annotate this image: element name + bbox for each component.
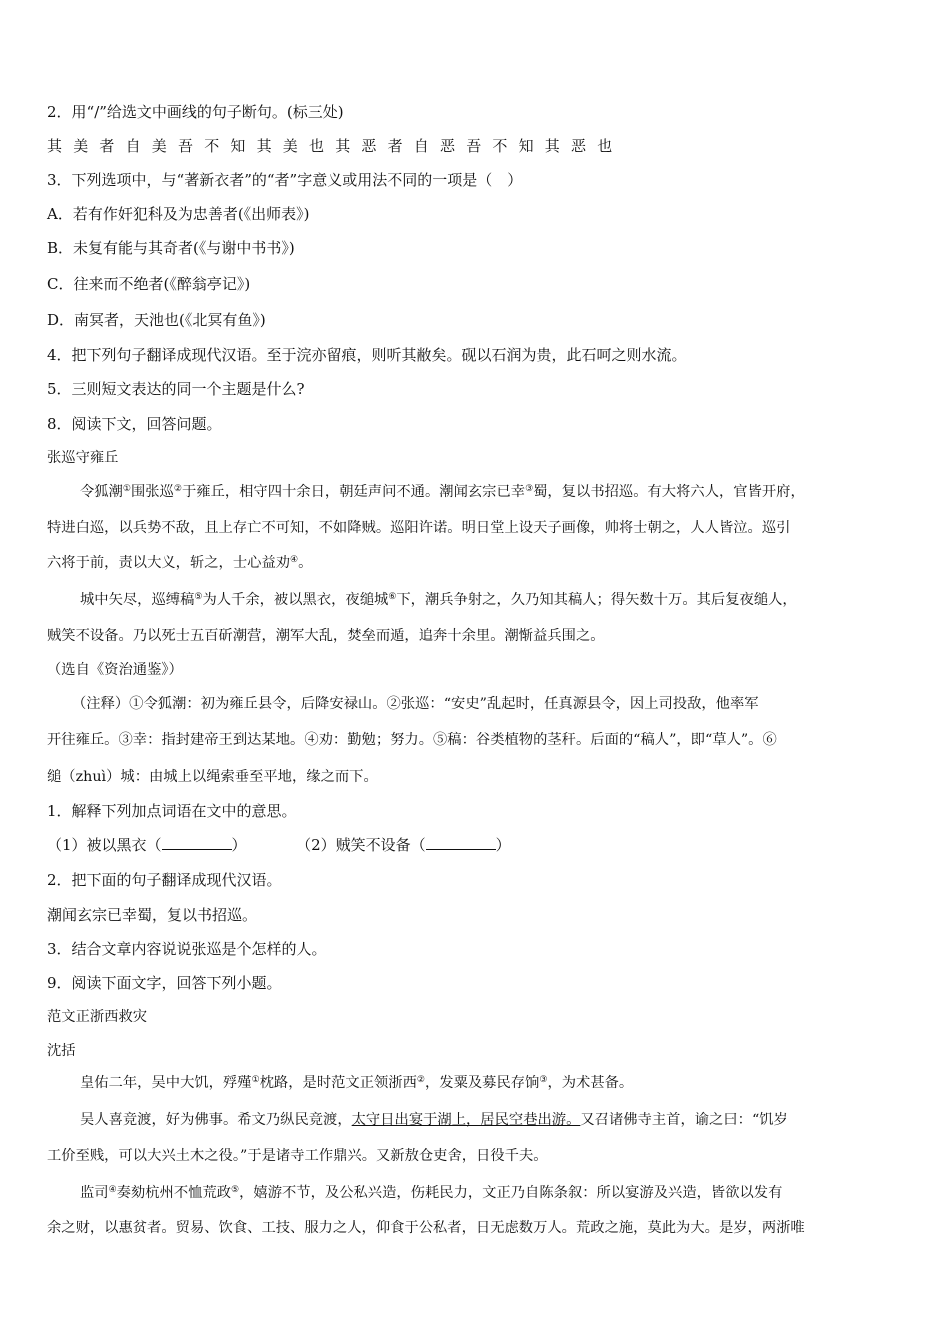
- question-9-title: 9．阅读下面文字，回答下列小题。: [47, 974, 282, 992]
- question-3-option-d: D．南冥者，天池也(《北冥有鱼》): [47, 311, 266, 329]
- article-1-paragraph-2-line-1: 城中矢尽，巡缚稿⑤为人千余，被以黑衣，夜缒城⑥下，潮兵争射之，久乃知其稿人；得矢数十万。其后复夜缒人，: [80, 592, 797, 608]
- question-3-option-c: C．往来而不绝者(《醉翁亭记》): [47, 275, 251, 293]
- question-8-2-title: 2．把下面的句子翻译成现代汉语。: [47, 871, 282, 889]
- article-2-paragraph-3-line-1: 监司④奏劾杭州不恤荒政⑤，嬉游不节，及公私兴造，伤耗民力，文正乃自陈条叙：所以宴游及兴造，皆欲以发有: [80, 1185, 783, 1201]
- notes-line-3: 缒（zhuì）城：由城上以绳索垂至平地，缘之而下。: [47, 769, 378, 785]
- article-2-paragraph-2-line-1: 吴人喜竞渡，好为佛事。希文乃纵民竞渡，太守日出宴于湖上，居民空巷出游。又召诸佛寺主首，谕之曰：“饥岁: [80, 1112, 788, 1128]
- article-2-paragraph-2-line-2: 工价至贱，可以大兴土木之役。”于是诸寺工作鼎兴。又新敖仓吏舍，日役千夫。: [47, 1148, 548, 1164]
- question-8-2-sentence: 潮闻玄宗已幸蜀，复以书招巡。: [47, 906, 258, 924]
- answer-blank-2[interactable]: [426, 835, 496, 850]
- article-1-paragraph-1-line-2: 特进白巡，以兵势不敌，且上存亡不可知，不如降贼。巡阳许诺。明日堂上设天子画像，帅将士朝之，人人皆泣。巡引: [47, 520, 791, 536]
- article-1-paragraph-1-line-1: 令狐潮①围张巡②于雍丘，相守四十余日，朝廷声问不通。潮闻玄宗已幸③蜀，复以书招巡。有大将六人，官皆开府，: [80, 484, 805, 500]
- article-2-paragraph-3-line-2: 余之财，以惠贫者。贸易、饮食、工技、服力之人，仰食于公私者，日无虑数万人。荒政之施，莫此为大。是岁，两浙唯: [47, 1220, 805, 1236]
- question-8-1-title: 1．解释下列加点词语在文中的意思。: [47, 802, 297, 820]
- question-8-1-items: （1）被以黑衣（ ） （2）贼笑不设备（ ）: [47, 836, 511, 854]
- article-1-paragraph-1-line-3: 六将于前，责以大义，斩之，士心益劝④。: [47, 555, 313, 571]
- underlined-sentence: 太守日出宴于湖上，居民空巷出游。: [351, 1112, 581, 1128]
- article-2-paragraph-1: 皇佑二年，吴中大饥，殍殣①枕路，是时范文正领浙西②，发粟及募民存饷③，为术甚备。: [80, 1075, 634, 1091]
- question-3-option-a: A．若有作奸犯科及为忠善者(《出师表》): [47, 205, 310, 223]
- article-1-title: 张巡守雍丘: [47, 450, 119, 466]
- question-3-option-b: B．未复有能与其奇者(《与谢中书书》): [47, 239, 295, 257]
- notes-line-1: （注释）①令狐潮：初为雍丘县令，后降安禄山。②张巡：“安史”乱起时，任真源县令，因上司投敌，他率军: [72, 696, 759, 712]
- question-4: 4．把下列句子翻译成现代汉语。至于浣亦留痕，则听其敝矣。砚以石润为贵，此石呵之则水流。: [47, 346, 687, 364]
- question-8-3: 3．结合文章内容说说张巡是个怎样的人。: [47, 940, 327, 958]
- notes-line-2: 开往雍丘。③幸：指封建帝王到达某地。④劝：勤勉；努力。⑤稿：谷类植物的茎秆。后面的“稿人”，即“草人”。⑥: [47, 732, 777, 748]
- article-2-author: 沈括: [47, 1043, 76, 1059]
- question-2-title: 2．用“/”给选文中画线的句子断句。(标三处): [47, 103, 344, 121]
- article-2-title: 范文正浙西救灾: [47, 1009, 148, 1025]
- article-1-paragraph-2-line-2: 贼笑不设备。乃以死士五百斫潮营，潮军大乱，焚垒而遁，追奔十余里。潮惭益兵围之。: [47, 628, 605, 644]
- question-8-title: 8．阅读下文，回答问题。: [47, 415, 222, 433]
- answer-blank-1[interactable]: [162, 835, 232, 850]
- question-2-sentence: 其美者自美吾不知其美也其恶者自恶吾不知其恶也: [47, 137, 624, 155]
- question-3-title: 3．下列选项中，与“著新衣者”的“者”字意义或用法不同的一项是（ ）: [47, 171, 523, 189]
- article-1-source: （选自《资治通鉴》）: [47, 662, 183, 678]
- question-5: 5．三则短文表达的同一个主题是什么?: [47, 380, 305, 398]
